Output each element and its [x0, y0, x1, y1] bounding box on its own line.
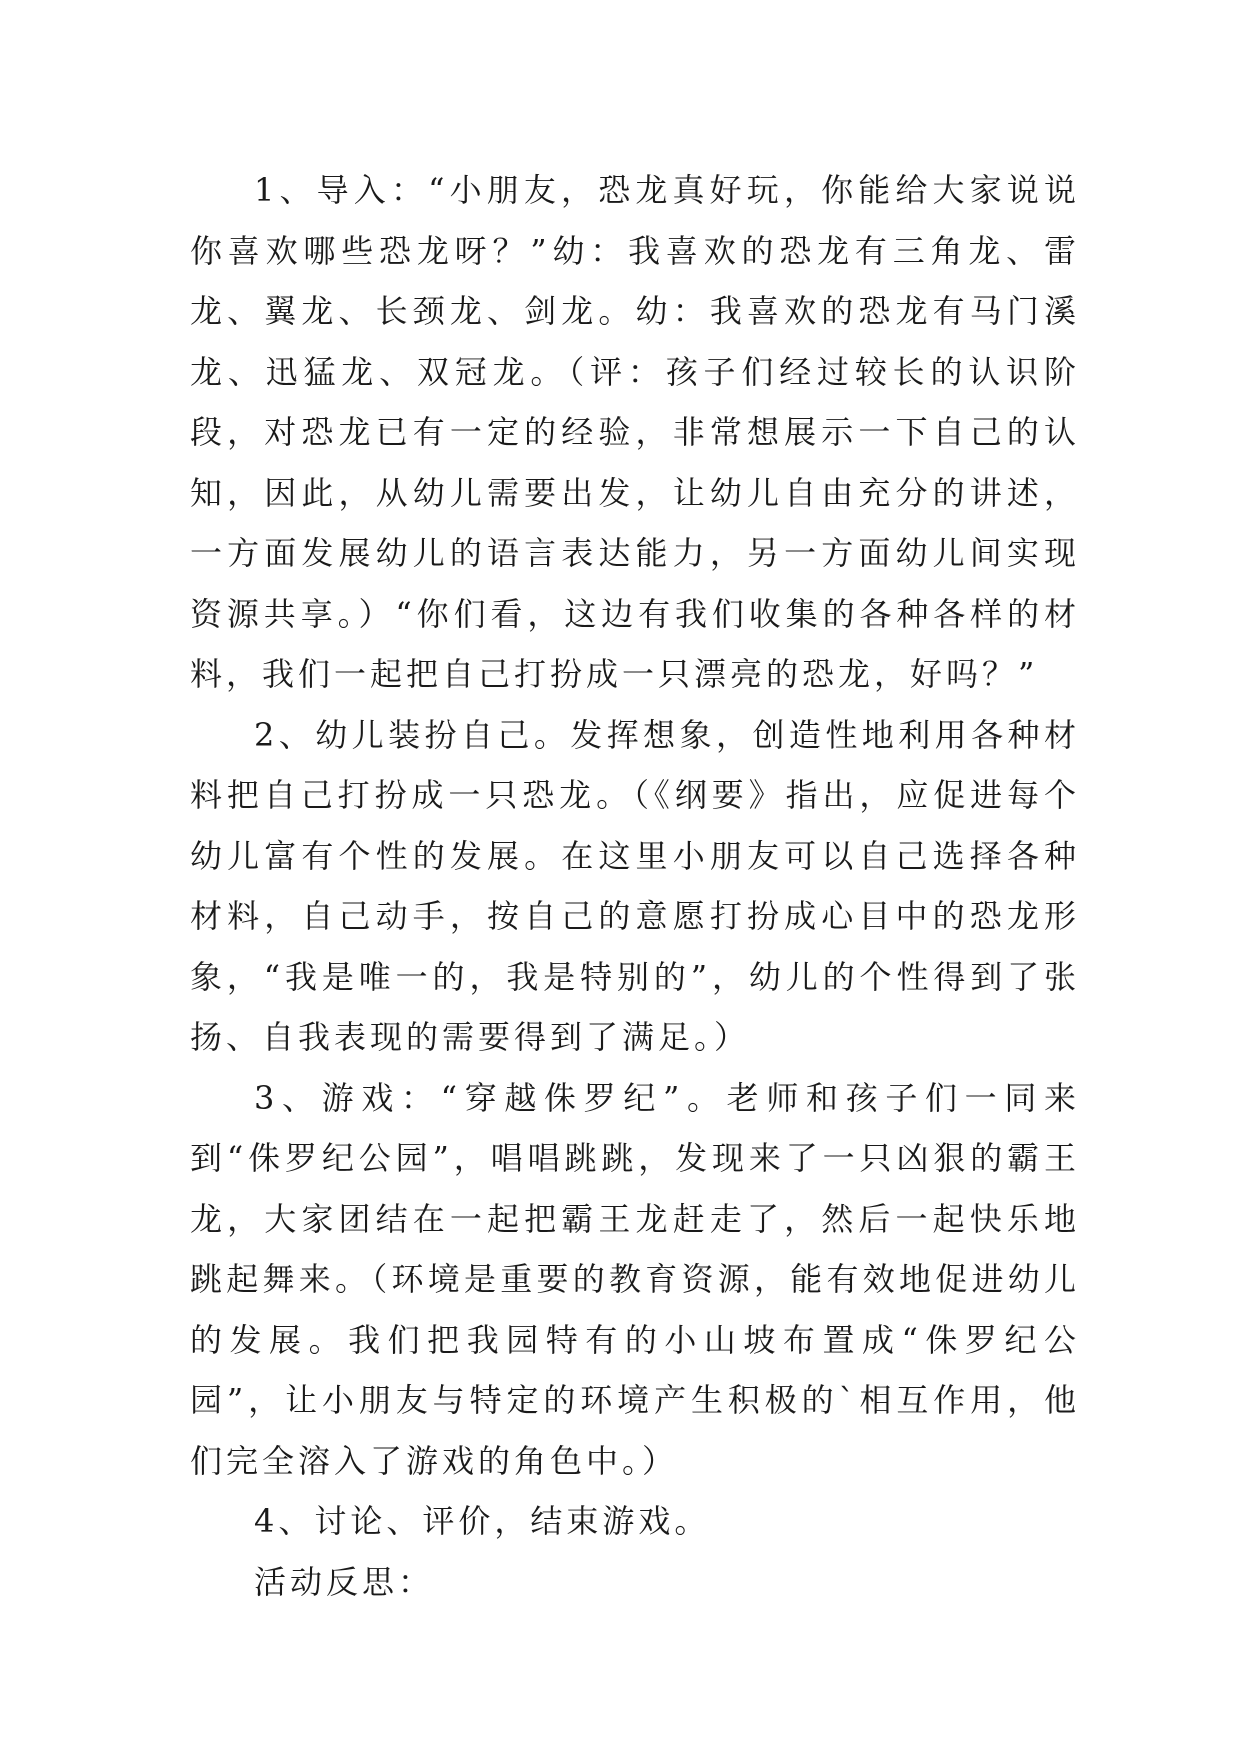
paragraph-game: 3、游戏：“穿越侏罗纪”。老师和孩子们一同来到“侏罗纪公园”，唱唱跳跳，发现来了一只凶狠的霸王龙，大家团结在一起把霸王龙赶走了，然后一起快乐地跳起舞来。（环境是重要的教育资源，能有效地促进幼儿的发展。我们把我园特有的小山坡布置成“侏罗纪公园”，让小朋友与特定的环境产生积极的`相互作用，他们完全溶入了游戏的角色中。） — [190, 1078, 1080, 1480]
document-body — [190, 160, 1080, 1612]
paragraph-reflection-heading: 活动反思： — [254, 1562, 435, 1601]
paragraph-intro: 1、导入：“小朋友，恐龙真好玩，你能给大家说说你喜欢哪些恐龙呀？”幼：我喜欢的恐龙有三角龙、雷龙、翼龙、长颈龙、剑龙。幼：我喜欢的恐龙有马门溪龙、迅猛龙、双冠龙。（评：孩子们经过较长的认识阶段，对恐龙已有一定的经验，非常想展示一下自己的认知，因此，从幼儿需要出发，让幼儿自由充分的讲述，一方面发展幼儿的语言表达能力，另一方面幼儿间实现资源共享。）“你们看，这边有我们收集的各种各样的材料，我们一起把自己打扮成一只漂亮的恐龙，好吗？” — [190, 171, 1080, 693]
paragraph-discussion: 4、讨论、评价，结束游戏。 — [254, 1502, 711, 1540]
paragraph-dress-up: 2、幼儿装扮自己。发挥想象，创造性地利用各种材料把自己打扮成一只恐龙。（《纲要》指出，应促进每个幼儿富有个性的发展。在这里小朋友可以自己选择各种材料，自己动手，按自己的意愿打扮成心目中的恐龙形象，“我是唯一的，我是特别的”，幼儿的个性得到了张扬、自我表现的需要得到了满足。） — [190, 715, 1080, 1056]
